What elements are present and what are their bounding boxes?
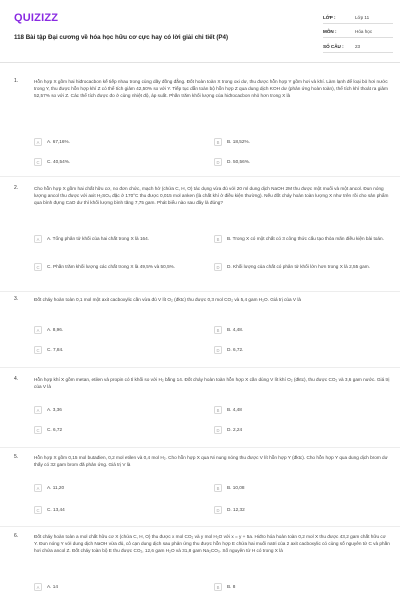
- option-letter-box[interactable]: A: [34, 484, 42, 492]
- meta-question-count: [323, 44, 393, 49]
- document-header: [0, 0, 400, 62]
- option-text: B. 18,52%.: [227, 139, 250, 144]
- question-1: [14, 78, 392, 178]
- question-number: 5.: [14, 454, 19, 460]
- question-divider: [0, 176, 400, 177]
- option-letter-box[interactable]: C: [34, 158, 42, 166]
- option-letter-box[interactable]: A: [34, 235, 42, 243]
- option-a[interactable]: [34, 235, 204, 243]
- option-d[interactable]: [214, 346, 243, 354]
- meta-subject: [323, 29, 393, 34]
- option-letter-box[interactable]: A: [34, 326, 42, 334]
- question-text: Đốt cháy hoàn toàn 0,1 mol một axit cacboxylic cần vừa đủ V lít O₂ (đktc) thu được 0,3 mol CO₂ và 5,4 gam H₂O. Giá trị của V là: [34, 297, 302, 302]
- question-2: [14, 185, 392, 291]
- option-letter-box[interactable]: C: [34, 506, 42, 514]
- question-divider: [0, 291, 400, 292]
- option-b[interactable]: [214, 484, 244, 492]
- option-c[interactable]: [34, 158, 70, 166]
- option-text: B. Trong X có một chất có 3 công thức cấu tạo thỏa mãn điều kiện bài toán.: [227, 236, 384, 241]
- meta-count-key: SỐ CÂU :: [323, 44, 344, 49]
- meta-subject-key: MÔN :: [323, 29, 337, 34]
- meta-count-value: 23: [355, 44, 361, 49]
- option-letter-box[interactable]: B: [214, 138, 222, 146]
- option-letter-box[interactable]: A: [34, 406, 42, 414]
- option-letter-box[interactable]: B: [214, 406, 222, 414]
- option-letter-box[interactable]: C: [34, 426, 42, 434]
- option-d[interactable]: [214, 158, 250, 166]
- option-text: C. 13,44: [47, 507, 65, 512]
- option-letter-box[interactable]: A: [34, 138, 42, 146]
- option-text: A. 3,36: [47, 407, 62, 412]
- option-letter-box[interactable]: C: [34, 346, 42, 354]
- question-divider: [0, 447, 400, 448]
- option-letter-box[interactable]: B: [214, 583, 222, 591]
- option-text: D. Khối lượng của chất có phân tử khối lớn hơn trong X là 2,55 gam.: [227, 264, 370, 269]
- option-text: A. 8,96.: [47, 327, 64, 332]
- option-c[interactable]: [34, 506, 65, 514]
- option-text: C. Phần trăm khối lượng các chất trong X là 49,5% và 50,5%.: [47, 264, 176, 269]
- option-text: A. 14: [47, 584, 58, 589]
- option-letter-box[interactable]: D: [214, 158, 222, 166]
- option-b[interactable]: [214, 235, 384, 243]
- option-a[interactable]: [34, 583, 58, 591]
- question-divider: [0, 367, 400, 368]
- option-a[interactable]: [34, 484, 64, 492]
- option-text: A. 11,20: [47, 485, 65, 490]
- question-text: Hỗn hợp X gồm 0,15 mol butađien, 0,2 mol etilen và 0,4 mol H₂. Cho hỗn hợp X qua Ni nung nóng thu được V lít hỗn hợp Y (đktc). Cho hỗn hợp Y qua dung dịch brom dư thấy có 32 gam brom đã phản ứng. Giá trị V là: [34, 455, 388, 467]
- question-text: Đốt cháy hoàn toàn a mol chất hữu cơ X (chứa C, H, O) thu được x mol CO₂ và y mol H₂O với x = y + 5a. Hiđro hóa hoàn toàn 0,2 mol X thu được 43,2 gam chất hữu cơ Y. Đun nóng Y với dung dịch NaOH vừa đủ, cô cạn dung dịch sau phản ứng thu được hỗn hợp E chứa hai muối natri của 2 axit cacboxylic có cùng số nguyên tử C và phần hơi chứa ancol Z. Đốt cháy toàn bộ E thu được CO₂, 12,6 gam H₂O và 31,8 gam Na₂CO₃. Số nguyên tử H có trong X là: [34, 534, 390, 553]
- question-number: 3.: [14, 296, 19, 302]
- meta-divider: [323, 52, 393, 53]
- option-text: C. 40,54%.: [47, 159, 71, 164]
- meta-grade-key: LỚP :: [323, 15, 336, 20]
- option-letter-box[interactable]: C: [34, 263, 42, 271]
- question-6: [14, 533, 392, 600]
- option-text: A. Tổng phân tử khối của hai chất trong X là 164.: [47, 236, 150, 241]
- question-4: [14, 376, 392, 446]
- quizizz-logo: QUIZIZZ: [14, 12, 59, 24]
- question-text: Cho hỗn hợp X gồm hai chất hữu cơ, no đơn chức, mạch hở (chứa C, H, O) tác dụng vừa đủ với 20 ml dung dịch NaOH 2M thu được một muối và một ancol. Đun nóng lượng ancol thu được với axit H₂SO₄ đặc ở 170°C thu được 0,015 mol anken (là chất khí ở điều kiện thường). Nếu đốt cháy hoàn toàn lượng X như trên rồi cho sản phẩm qua bình đựng CaO dư thì khối lượng bình tăng 7,75 gam. Phát biểu nào sau đây là đúng?: [34, 186, 389, 205]
- option-text: B. 4,48: [227, 407, 242, 412]
- option-d[interactable]: [214, 426, 242, 434]
- question-number: 6.: [14, 533, 19, 539]
- question-number: 1.: [14, 78, 19, 84]
- option-letter-box[interactable]: B: [214, 326, 222, 334]
- option-text: B. 8: [227, 584, 236, 589]
- option-c[interactable]: [34, 426, 62, 434]
- question-text: Hỗn hợp khí X gồm metan, etilen và propin có tỉ khối so với H₂ bằng 14. Đốt cháy hoàn toàn hỗn hợp X cần dùng V lít khí O₂ (đktc), thu được CO₂ và 3,6 gam nước. Giá trị của V là: [34, 377, 390, 389]
- option-letter-box[interactable]: D: [214, 346, 222, 354]
- option-b[interactable]: [214, 326, 243, 334]
- option-a[interactable]: [34, 138, 70, 146]
- option-a[interactable]: [34, 326, 63, 334]
- option-text: C. 6,72: [47, 427, 63, 432]
- question-3: [14, 296, 392, 366]
- option-c[interactable]: [34, 346, 63, 354]
- meta-subject-value: Hóa học: [355, 29, 373, 34]
- question-text: Hỗn hợp X gồm hai hiđrocacbon kế tiếp nhau trong cùng dãy đồng đẳng. Đốt hoàn toàn X trong oxi dư, thu được hỗn hợp Y gồm hơi và khí. Làm lạnh để loại bỏ hơi nước trong Y, thu được hỗn hợp khí Z có thể tích giảm 42,50% so với Y. Tiếp tục dẫn toàn bộ hỗn hợp Z qua dung dịch KOH dư (phản ứng hoàn toàn), thể tích khí thoát ra giảm 52,57% so với Z. Các thể tích được đo ở cùng nhiệt độ, áp suất. Phần trăm khối lượng của hiđrocacbon nhỏ hơn trong X là: [34, 79, 388, 98]
- option-b[interactable]: [214, 138, 250, 146]
- meta-divider: [323, 23, 393, 24]
- option-text: D. 6,72.: [227, 347, 244, 352]
- option-text: B. 10,08: [227, 485, 245, 490]
- option-c[interactable]: [34, 263, 204, 271]
- option-d[interactable]: [214, 506, 245, 514]
- option-letter-box[interactable]: D: [214, 506, 222, 514]
- option-d[interactable]: [214, 263, 384, 271]
- meta-divider: [323, 37, 393, 38]
- question-5: [14, 454, 392, 524]
- meta-grade-value: Lớp 11: [355, 15, 370, 20]
- option-b[interactable]: [214, 583, 235, 591]
- question-number: 2.: [14, 185, 19, 191]
- option-text: D. 2,24: [227, 427, 243, 432]
- option-text: B. 4,48.: [227, 327, 244, 332]
- option-text: A. 67,16%.: [47, 139, 70, 144]
- option-text: C. 7,84.: [47, 347, 64, 352]
- question-number: 4.: [14, 376, 19, 382]
- header-divider: [0, 62, 400, 63]
- option-letter-box[interactable]: D: [214, 426, 222, 434]
- option-text: D. 50,56%.: [227, 159, 251, 164]
- document-title: 118 Bài tập Đại cương về hóa học hữu cơ cực hay có lời giải chi tiết (P4): [14, 34, 229, 41]
- meta-grade: [323, 15, 393, 20]
- option-a[interactable]: [34, 406, 62, 414]
- option-letter-box[interactable]: B: [214, 235, 222, 243]
- option-letter-box[interactable]: B: [214, 484, 222, 492]
- option-b[interactable]: [214, 406, 242, 414]
- option-letter-box[interactable]: D: [214, 263, 222, 271]
- question-divider: [0, 526, 400, 527]
- option-letter-box[interactable]: A: [34, 583, 42, 591]
- option-text: D. 12,32: [227, 507, 245, 512]
